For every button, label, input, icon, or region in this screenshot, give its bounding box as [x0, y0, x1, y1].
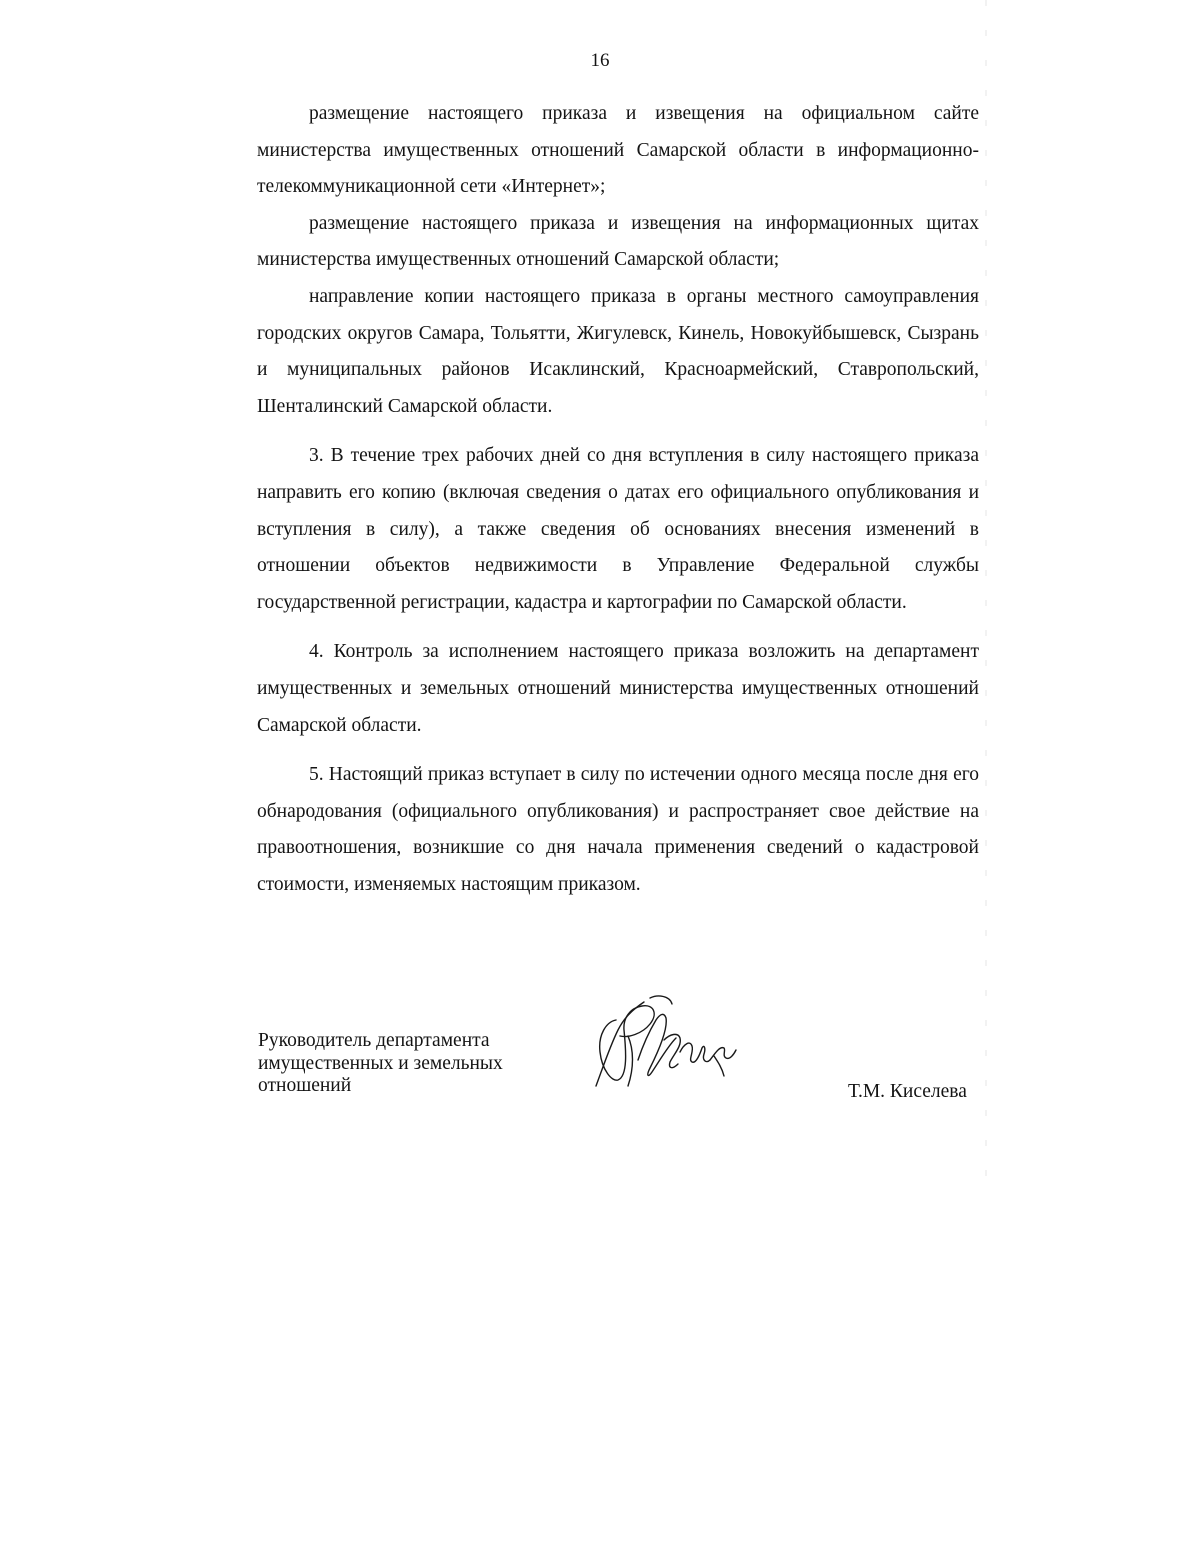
- paragraph-local-authorities: направление копии настоящего приказа в органы местного самоуправления городских округов Самара, Тольятти, Жигулевск, Кинель, Новокуйбышевск, Сызрань и муниципальных районов Исаклинский, Красноармейский, Ставропольский, Шенталинский Самарской области.: [257, 285, 979, 417]
- paragraph-website-publication: размещение настоящего приказа и извещения на официальном сайте министерства имущественных отношений Самарской области в информационно-телекоммуникационной сети «Интернет»;: [257, 103, 979, 198]
- signer-position-line: Руководитель департамента: [258, 1030, 490, 1051]
- page-number: 16: [590, 50, 610, 71]
- paragraph-item-4: 4. Контроль за исполнением настоящего приказа возложить на департамент имущественных и земельных отношений министерства имущественных отношений Самарской области.: [257, 641, 979, 736]
- document-body: [257, 96, 979, 903]
- signer-position-line: имущественных и земельных: [258, 1052, 503, 1074]
- signer-name: Т.М. Киселева: [848, 1081, 967, 1102]
- signer-position-line: отношений: [258, 1075, 352, 1096]
- paragraph-item-5: 5. Настоящий приказ вступает в силу по истечении одного месяца после дня его обнародования (официального опубликования) и распространяет свое действие на правоотношения, возникшие со дня начала применения сведений о кадастровой стоимости, изменяемых настоящим приказом.: [257, 764, 979, 895]
- scan-artifact-line: [985, 0, 987, 1200]
- handwritten-signature: [588, 990, 738, 1095]
- paragraph-item-3: 3. В течение трех рабочих дней со дня вступления в силу настоящего приказа направить его копию (включая сведения о датах его официального опубликования и вступления в силу), а также сведения об основаниях внесения изменений в отношении объектов недвижимости в Управление Федеральной службы государственной регистрации, кадастра и картографии по Самарской области.: [257, 445, 979, 613]
- signer-position: [258, 1030, 503, 1098]
- paragraph-info-boards: размещение настоящего приказа и извещения на информационных щитах министерства имущественных отношений Самарской области;: [257, 212, 979, 271]
